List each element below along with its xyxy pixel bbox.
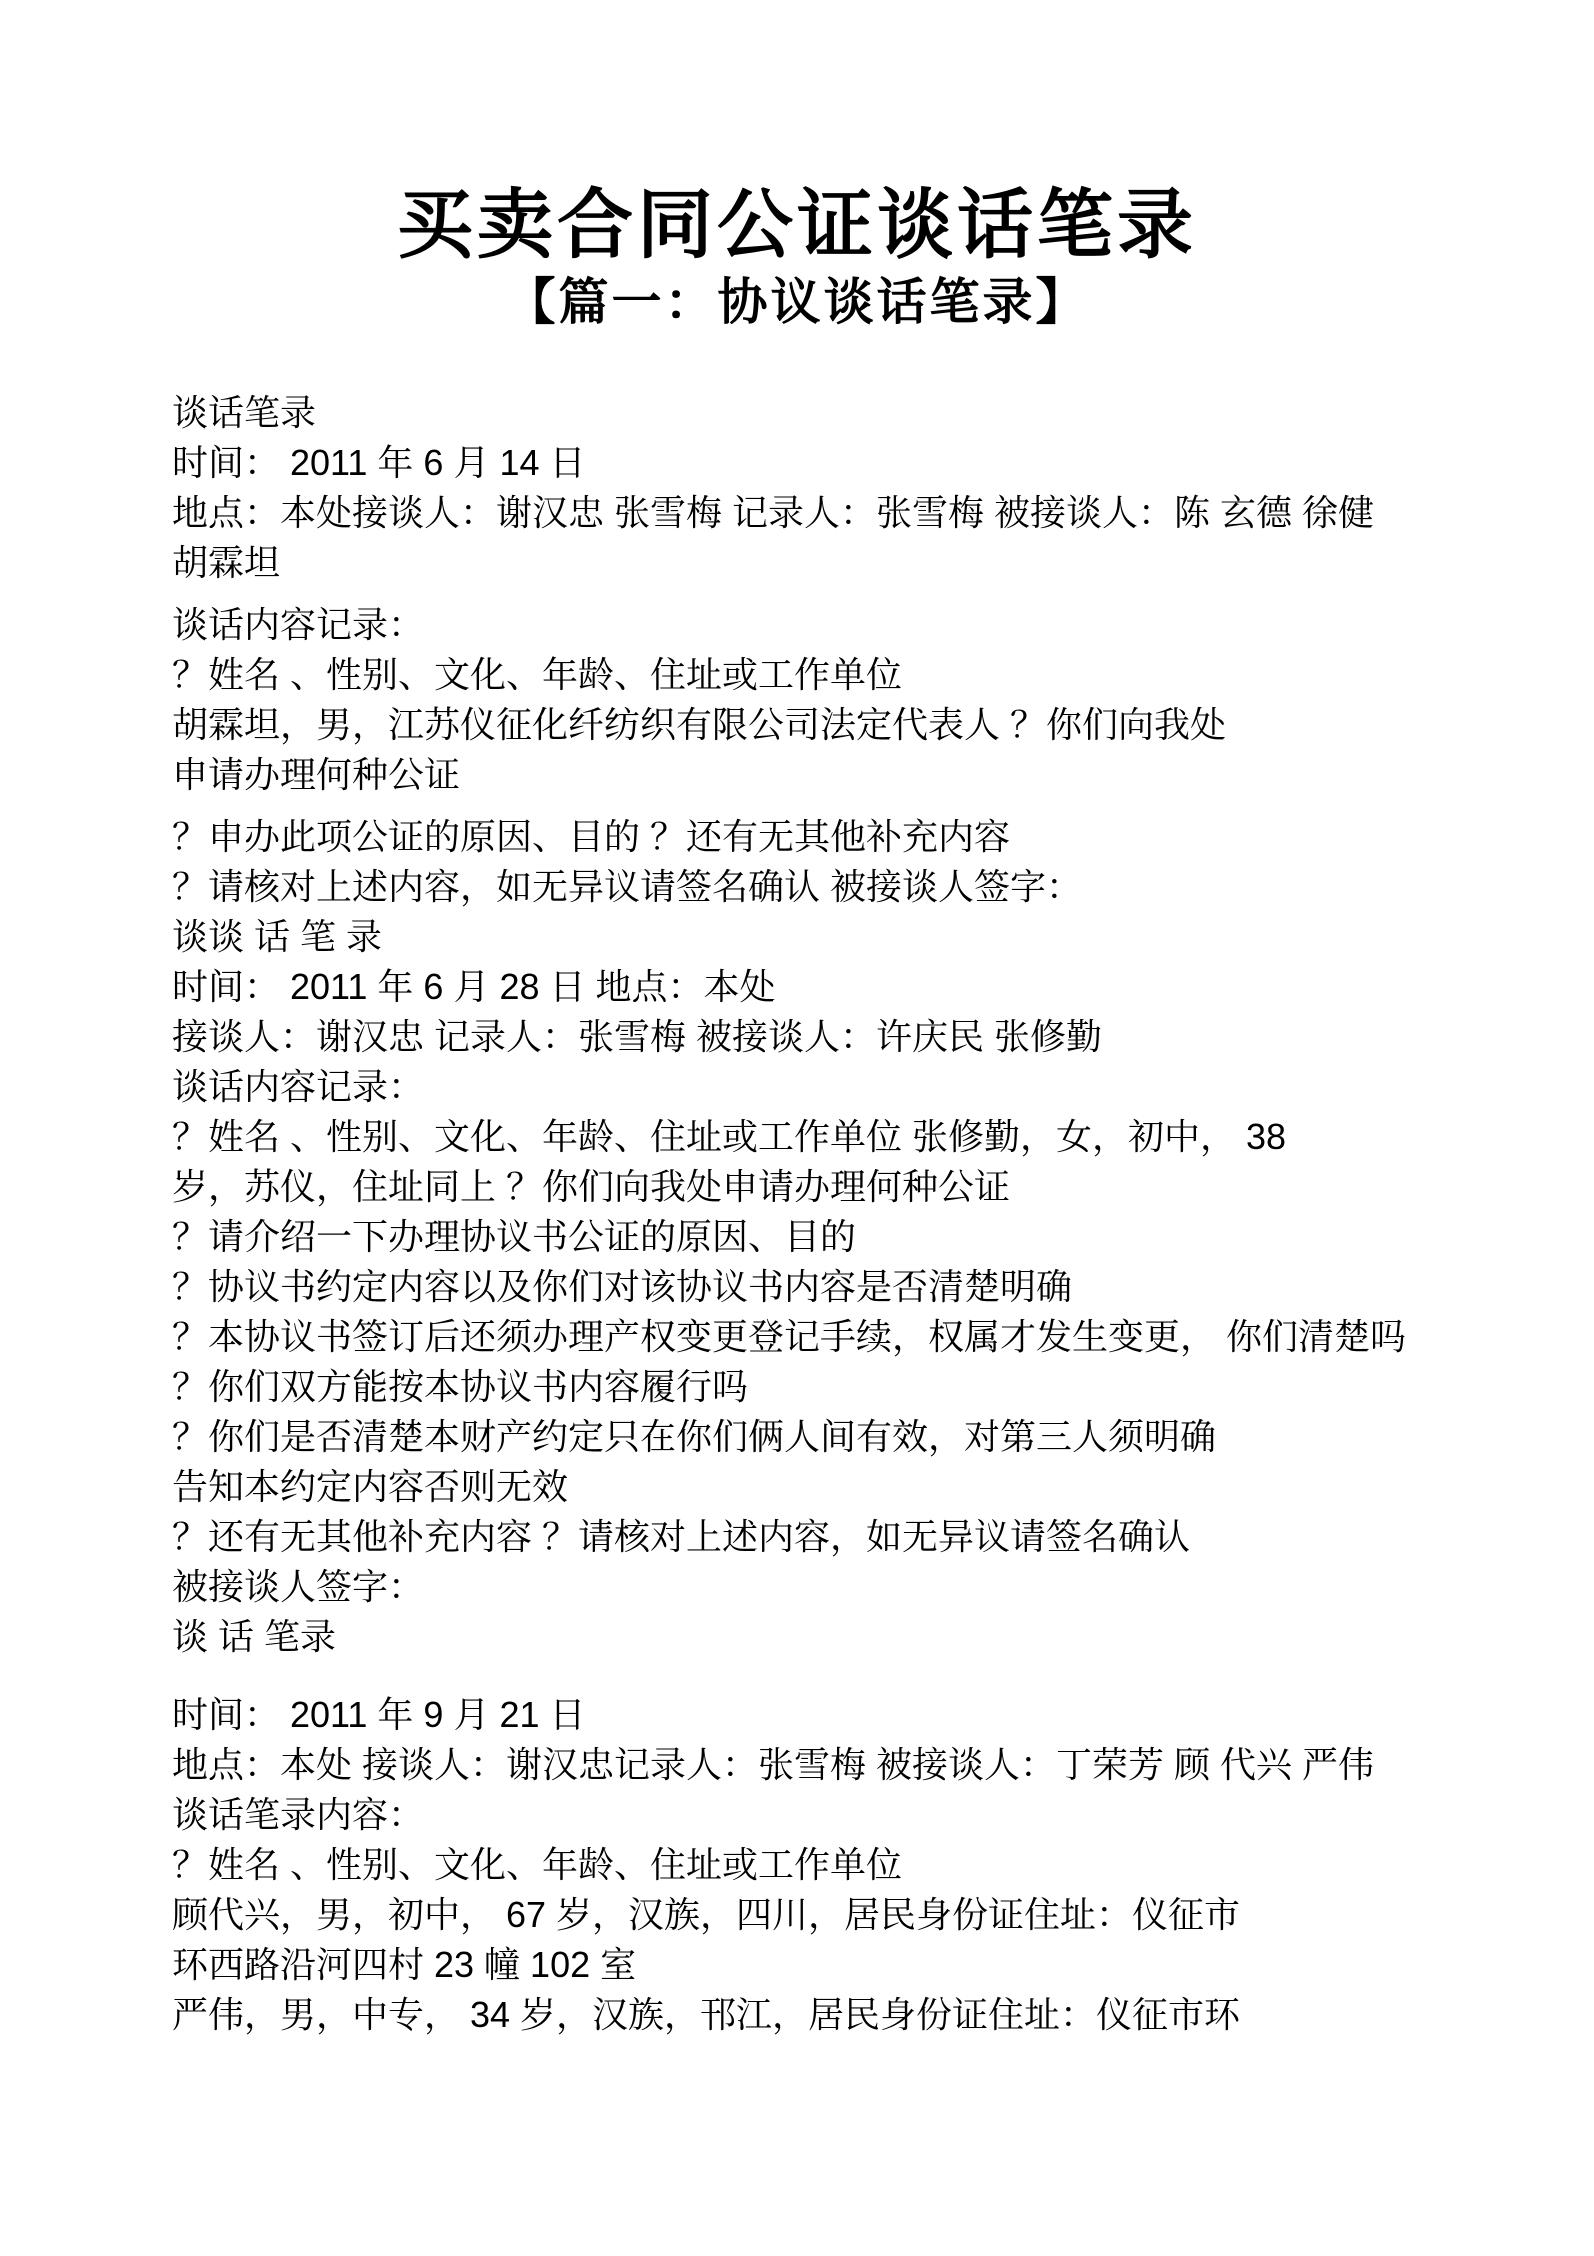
text-line: ？申办此项公证的原因、目的 ？还有无其他补充内容 (172, 816, 1011, 857)
text-line: 胡霖坦 (172, 542, 281, 583)
text-line: 谈 话 笔录 (172, 1616, 337, 1657)
text-line: 岁，苏仪，住址同上 ？你们向我处申请办理何种公证 (172, 1166, 1011, 1207)
text-line: ？请核对上述内容，如无异议请签名确认 被接谈人签字： (172, 866, 1083, 907)
text-line: 申请办理何种公证 (172, 754, 461, 795)
text-line: 地点：本处接谈人：谢汉忠 张雪梅 记录人：张雪梅 被接谈人：陈 玄德 徐健 (172, 492, 1375, 533)
text-line: ？姓名 、性别、文化、年龄、住址或工作单位 (172, 1844, 903, 1885)
text-line: 时间： 2011 年 6 月 28 日 地点：本处 (172, 966, 776, 1007)
text-line: 地点：本处 接谈人：谢汉忠记录人：张雪梅 被接谈人：丁荣芳 顾 代兴 严伟 (172, 1744, 1375, 1785)
text-line: 胡霖坦，男，江苏仪征化纤纺织有限公司法定代表人 ？你们向我处 (172, 704, 1227, 745)
text-line: 谈话笔录内容： (172, 1794, 425, 1835)
text-line: ？你们双方能按本协议书内容履行吗 (172, 1366, 749, 1407)
text-line: 时间： 2011 年 9 月 21 日 (172, 1694, 586, 1735)
text-line: ？请介绍一下办理协议书公证的原因、目的 (172, 1216, 857, 1257)
text-line: 谈话内容记录： (172, 1066, 425, 1107)
text-line: 告知本约定内容否则无效 (172, 1466, 569, 1507)
text-line: ？你们是否清楚本财产约定只在你们俩人间有效，对第三人须明确 (172, 1416, 1217, 1457)
text-line: 谈话笔录 (172, 392, 317, 433)
text-line: ？协议书约定内容以及你们对该协议书内容是否清楚明确 (172, 1266, 1073, 1307)
text-line: 被接谈人签字： (172, 1566, 425, 1607)
document-title: 买卖合同公证谈话笔录 (397, 183, 1197, 268)
document-subtitle: 【篇一：协议谈话笔录】 (505, 274, 1089, 330)
text-line: 顾代兴，男，初中， 67 岁，汉族，四川，居民身份证住址：仪征市 (172, 1894, 1241, 1935)
text-line: ？还有无其他补充内容 ？请核对上述内容，如无异议请签名确认 (172, 1516, 1191, 1557)
text-line: 环西路沿河四村 23 幢 102 室 (172, 1944, 637, 1985)
text-line: ？本协议书签订后还须办理产权变更登记手续，权属才发生变更， 你们清楚吗 (172, 1316, 1407, 1357)
text-line: 谈谈 话 笔 录 (172, 916, 383, 957)
document-body (172, 388, 1474, 2040)
text-line: 接谈人：谢汉忠 记录人：张雪梅 被接谈人：许庆民 张修勤 (172, 1016, 1103, 1057)
text-line: 时间： 2011 年 6 月 14 日 (172, 442, 586, 483)
text-line: ？姓名 、性别、文化、年龄、住址或工作单位 (172, 654, 903, 695)
text-line: ？姓名 、性别、文化、年龄、住址或工作单位 张修勤，女，初中， 38 (172, 1116, 1287, 1157)
text-line: 谈话内容记录： (172, 604, 425, 645)
text-line: 严伟，男，中专， 34 岁，汉族，邗江，居民身份证住址：仪征市环 (172, 1994, 1241, 2035)
